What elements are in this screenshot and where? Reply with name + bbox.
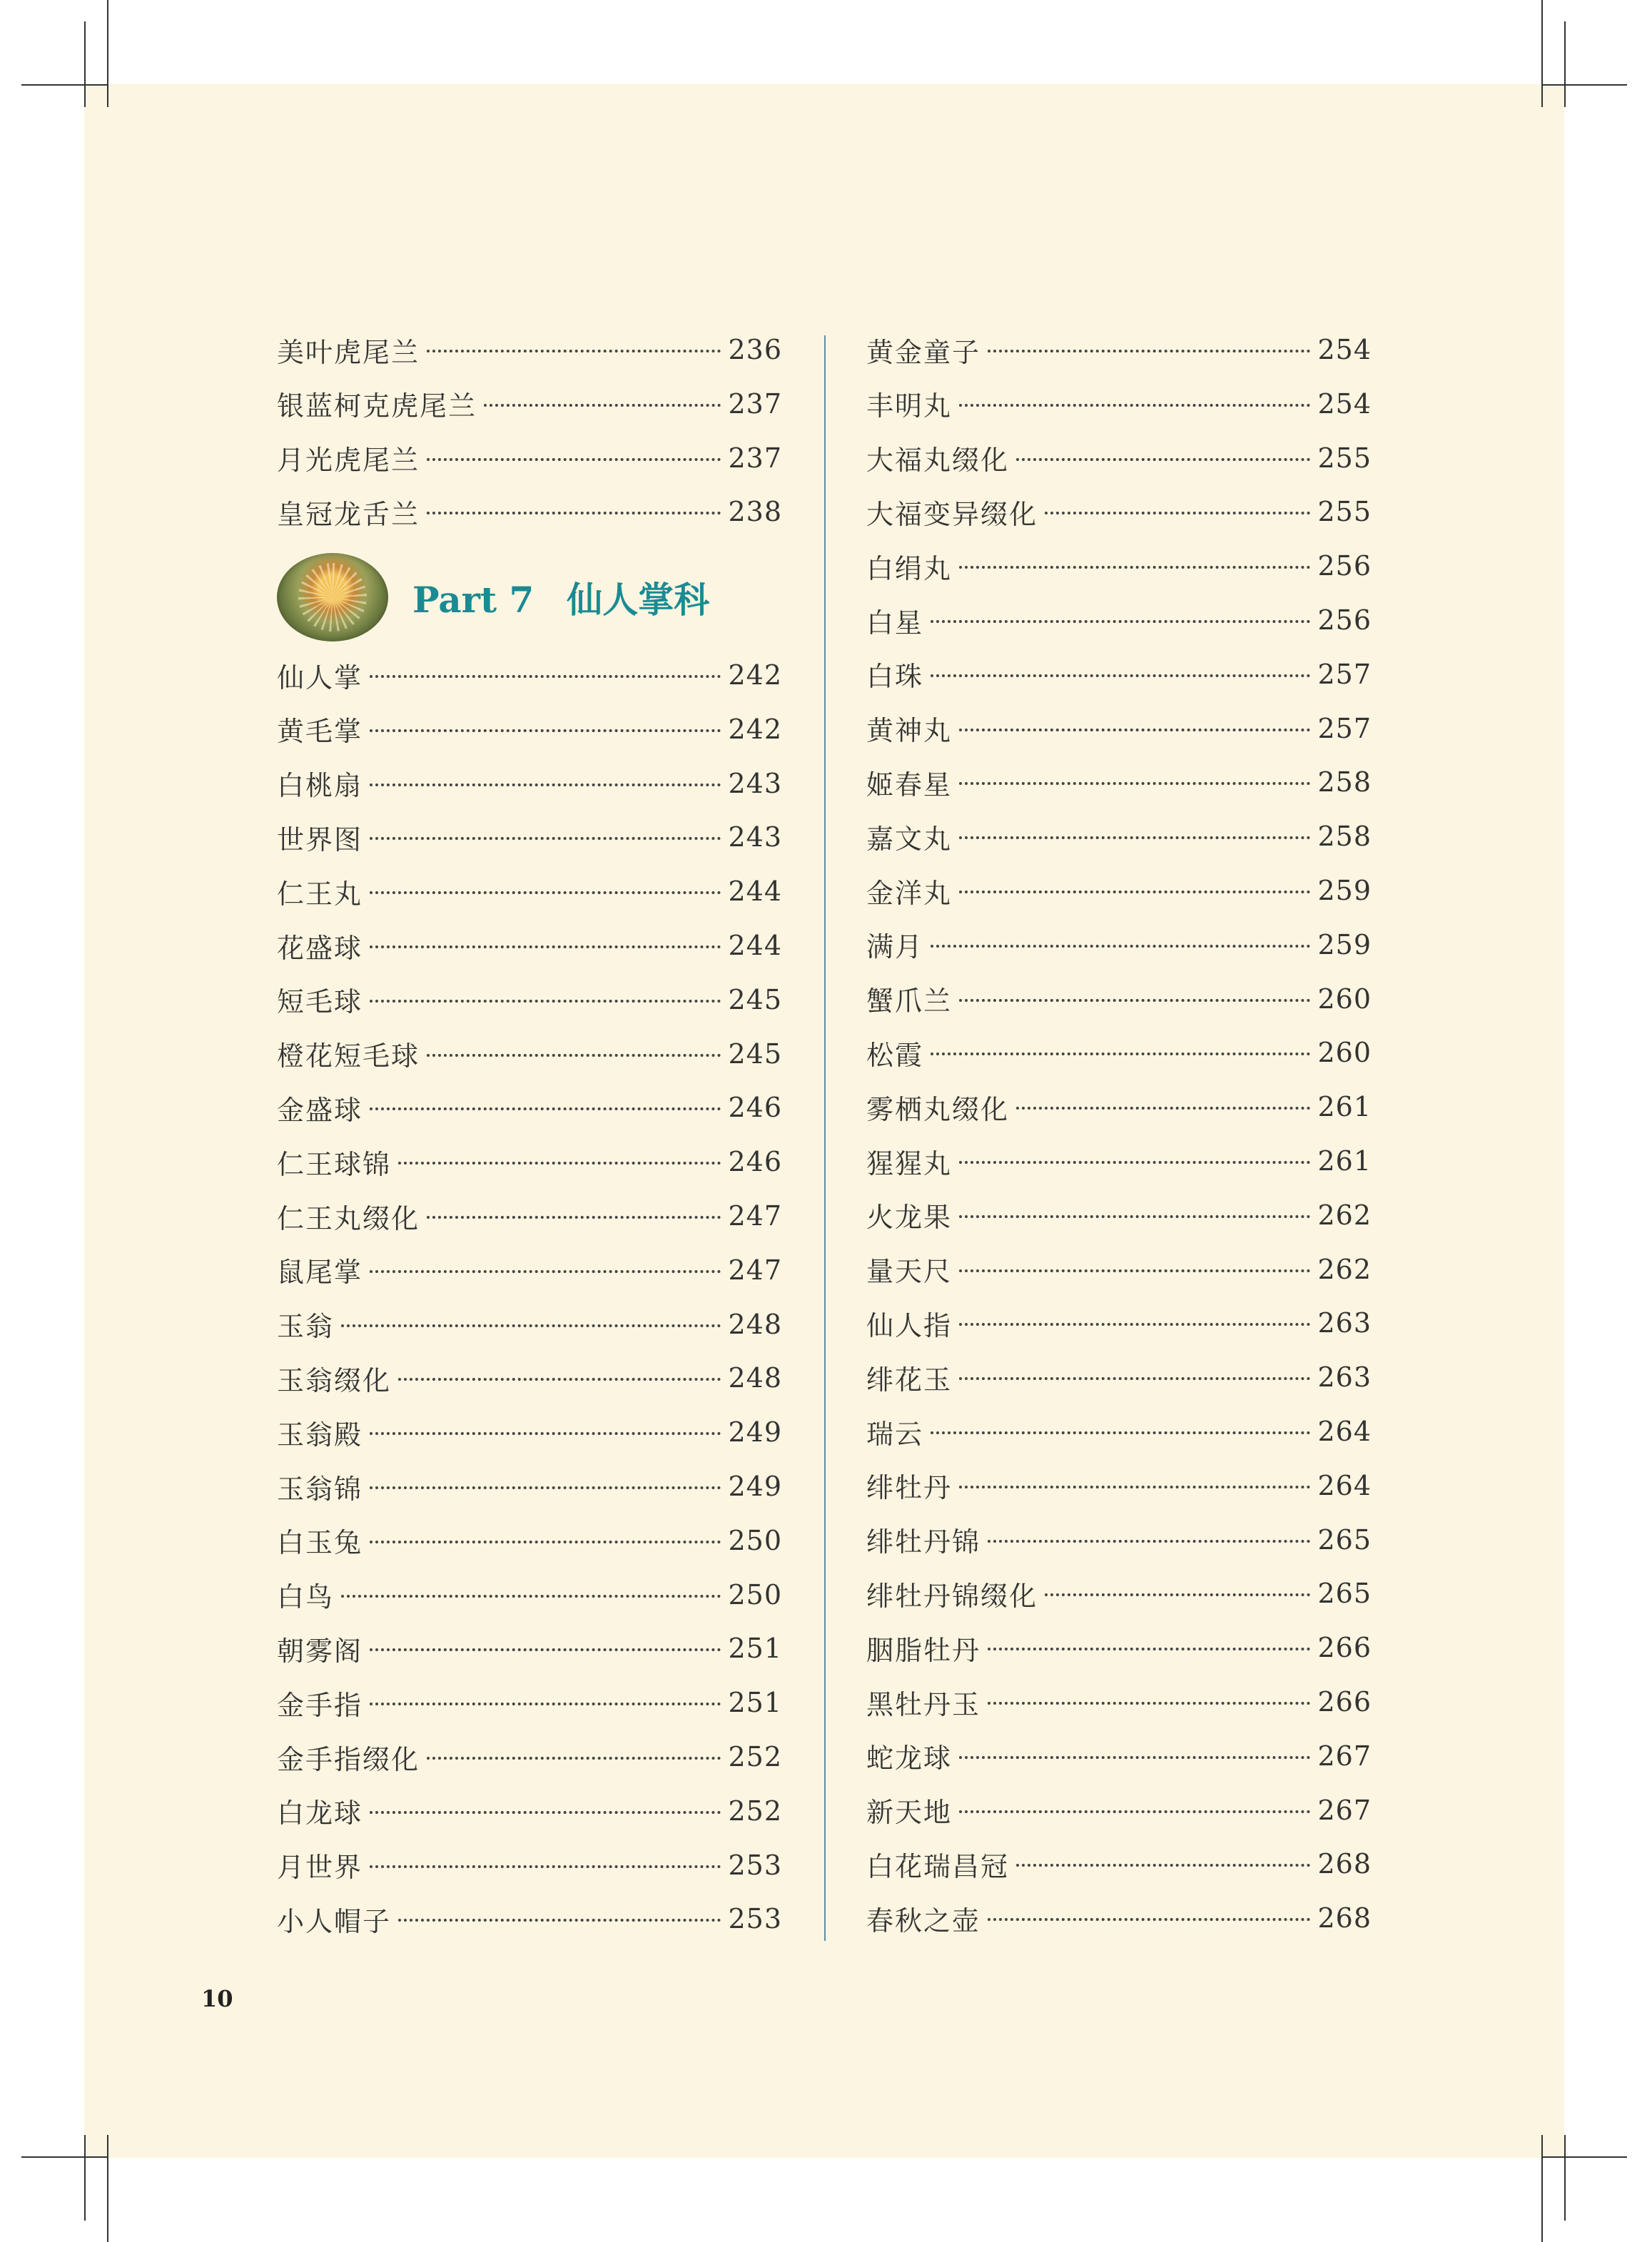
toc-entry-name: 白星 (866, 607, 924, 639)
dot-leader (370, 1811, 721, 1814)
dot-leader (931, 674, 1310, 677)
toc-entry-page: 237 (728, 442, 782, 474)
toc-entry (866, 923, 1372, 966)
toc-entry-name: 白玉兔 (277, 1527, 363, 1559)
toc-entry (277, 708, 782, 751)
toc-entry (866, 707, 1372, 750)
toc-entry-page: 255 (1317, 442, 1372, 474)
toc-entry-name: 金盛球 (277, 1094, 363, 1126)
toc-entry-page: 261 (1317, 1145, 1372, 1177)
toc-entry (277, 1735, 782, 1778)
dot-leader (988, 1648, 1310, 1650)
toc-entry-name: 蛇龙球 (866, 1743, 953, 1775)
dot-leader (959, 1810, 1310, 1813)
crop-mark (21, 2156, 107, 2158)
toc-entry (277, 1140, 782, 1183)
toc-entry-page: 245 (728, 1038, 782, 1070)
toc-entry-page: 243 (728, 767, 782, 799)
toc-entry (866, 815, 1372, 858)
toc-entry-page: 253 (728, 1903, 782, 1935)
dot-leader (341, 1595, 721, 1598)
toc-entry-page: 263 (1317, 1307, 1372, 1339)
toc-entry-name: 黑牡丹玉 (866, 1688, 981, 1720)
toc-entry-page: 237 (728, 387, 782, 420)
toc-entry (866, 544, 1372, 587)
dot-leader (370, 891, 721, 894)
toc-entry (866, 1518, 1372, 1561)
toc-entry-name: 嘉文丸 (866, 823, 953, 855)
toc-entry-page: 258 (1317, 766, 1372, 798)
dot-leader (427, 350, 721, 352)
page-number: 10 (201, 1985, 233, 2012)
toc-entry (866, 1572, 1372, 1615)
toc-entry-name: 白珠 (866, 661, 924, 693)
toc-entry-name: 皇冠龙舌兰 (277, 498, 420, 530)
toc-entry-name: 黄金童子 (866, 336, 981, 368)
toc-entry-name: 春秋之壶 (866, 1904, 981, 1937)
toc-entry (277, 1249, 782, 1292)
toc-entry (866, 1356, 1372, 1399)
toc-entry (866, 437, 1372, 480)
toc-entry (866, 869, 1372, 912)
toc-entry-name: 猩猩丸 (866, 1147, 953, 1180)
toc-entry (866, 1194, 1372, 1237)
toc-entry (277, 978, 782, 1021)
toc-entry (277, 816, 782, 858)
dot-leader (427, 512, 721, 514)
cactus-photo-icon (277, 553, 388, 641)
toc-entry-name: 橙花短毛球 (277, 1040, 420, 1072)
crop-mark (1541, 2156, 1627, 2158)
toc-entry-name: 白花瑞昌冠 (866, 1850, 1010, 1882)
toc-entry-page: 259 (1317, 875, 1372, 906)
dot-leader (398, 1919, 721, 1922)
toc-entry-page: 245 (728, 983, 782, 1015)
toc-entry-page: 246 (728, 1092, 782, 1124)
dot-leader (370, 1703, 721, 1705)
toc-entry (277, 1573, 782, 1616)
toc-entry-page: 246 (728, 1146, 782, 1178)
dot-leader (931, 1431, 1310, 1434)
dot-leader (1016, 1107, 1310, 1110)
toc-entry-page: 249 (728, 1471, 782, 1502)
toc-entry-name: 月世界 (277, 1852, 363, 1884)
toc-entry (277, 1411, 782, 1454)
toc-entry-name: 金洋丸 (866, 877, 953, 909)
toc-entry-page: 248 (728, 1362, 782, 1394)
toc-entry-name: 仁王丸缀化 (277, 1202, 420, 1234)
toc-entry (277, 1681, 782, 1724)
crop-mark (1564, 2135, 1566, 2221)
crop-mark (84, 2135, 86, 2221)
toc-entry-name: 姬春星 (866, 769, 953, 801)
toc-entry (866, 328, 1372, 371)
section-title (412, 572, 709, 623)
toc-entry-name: 新天地 (866, 1797, 953, 1829)
toc-entry-page: 264 (1317, 1469, 1372, 1501)
toc-entry (866, 1789, 1372, 1832)
toc-entry-name: 仁王丸 (277, 878, 363, 910)
toc-entry-page: 243 (728, 821, 782, 853)
toc-entry (866, 1464, 1372, 1507)
toc-entry (866, 1626, 1372, 1669)
toc-entry-page: 266 (1317, 1632, 1372, 1664)
toc-entry (277, 1303, 782, 1346)
toc-entry (277, 1844, 782, 1887)
dot-leader (370, 783, 721, 786)
toc-entry (277, 1086, 782, 1129)
toc-entry-page: 265 (1317, 1578, 1372, 1610)
toc-entry (866, 1897, 1372, 1939)
toc-entry-name: 仁王球锦 (277, 1148, 392, 1180)
toc-entry (866, 599, 1372, 641)
dot-leader (959, 836, 1310, 839)
toc-entry-name: 美叶虎尾兰 (277, 336, 420, 368)
dot-leader (959, 891, 1310, 893)
toc-entry-name: 黄神丸 (866, 715, 953, 747)
toc-entry (277, 1627, 782, 1670)
toc-entry-page: 256 (1317, 550, 1372, 582)
toc-entry-name: 大福变异缀化 (866, 498, 1038, 530)
toc-entry-page: 251 (728, 1633, 782, 1665)
dot-leader (370, 1541, 721, 1543)
toc-entry-name: 月光虎尾兰 (277, 445, 420, 477)
section-heading (277, 548, 709, 646)
toc-entry-name: 小人帽子 (277, 1905, 392, 1937)
toc-entry-page: 262 (1317, 1199, 1372, 1231)
dot-leader (398, 1162, 721, 1165)
toc-entry (866, 382, 1372, 425)
toc-entry (866, 1140, 1372, 1182)
toc-entry-page: 257 (1317, 712, 1372, 744)
dot-leader (370, 1432, 721, 1435)
toc-entry (277, 1465, 782, 1508)
toc-entry (866, 1085, 1372, 1128)
dot-leader (959, 1486, 1310, 1488)
dot-leader (931, 1052, 1310, 1055)
toc-entry-page: 260 (1317, 983, 1372, 1015)
toc-entry-page: 263 (1317, 1361, 1372, 1394)
toc-entry-page: 242 (728, 713, 782, 745)
toc-entry (277, 437, 782, 480)
toc-entry-page: 267 (1317, 1794, 1372, 1826)
toc-entry (277, 328, 782, 371)
dot-leader (1045, 1593, 1310, 1596)
toc-entry-page: 262 (1317, 1253, 1372, 1285)
column-divider (824, 335, 826, 1941)
toc-entry-name: 金手指 (277, 1689, 363, 1721)
toc-entry-page: 268 (1317, 1902, 1372, 1934)
toc-entry (866, 1680, 1372, 1723)
dot-leader (959, 782, 1310, 785)
toc-entry (866, 1410, 1372, 1453)
dot-leader (988, 1918, 1310, 1921)
toc-entry-name: 玉翁殿 (277, 1419, 363, 1451)
toc-entry (277, 870, 782, 913)
toc-entry-page: 249 (728, 1416, 782, 1449)
toc-entry (277, 762, 782, 805)
crop-mark (1541, 2135, 1543, 2242)
toc-entry (277, 382, 782, 425)
dot-leader (370, 1648, 721, 1651)
dot-leader (959, 1377, 1310, 1380)
toc-entry (277, 1519, 782, 1562)
toc-entry-page: 250 (728, 1524, 782, 1556)
dot-leader (988, 350, 1310, 352)
toc-entry-page: 260 (1317, 1037, 1372, 1069)
dot-leader (341, 1324, 721, 1327)
toc-entry-page: 252 (728, 1795, 782, 1827)
dot-leader (370, 1486, 721, 1489)
dot-leader (370, 1000, 721, 1003)
toc-entry-name: 大福丸缀化 (866, 445, 1010, 477)
dot-leader (988, 1702, 1310, 1705)
toc-entry-page: 252 (728, 1741, 782, 1772)
toc-entry-page: 256 (1317, 604, 1372, 636)
dot-leader (398, 1378, 721, 1381)
toc-entry-name: 绯牡丹锦缀化 (866, 1580, 1038, 1612)
toc-entry-name: 朝雾阁 (277, 1635, 363, 1667)
dot-leader (370, 945, 721, 948)
dot-leader (484, 404, 721, 407)
toc-entry-name: 绯牡丹 (866, 1472, 953, 1504)
toc-entry (866, 1842, 1372, 1885)
toc-entry-name: 胭脂牡丹 (866, 1634, 981, 1666)
toc-entry (866, 1302, 1372, 1344)
dot-leader (427, 1054, 721, 1057)
toc-entry-name: 满月 (866, 931, 924, 963)
toc-entry-name: 绯牡丹锦 (866, 1526, 981, 1558)
toc-entry (866, 1031, 1372, 1074)
toc-entry-page: 254 (1317, 387, 1372, 420)
toc-entry-name: 金手指缀化 (277, 1743, 420, 1775)
dot-leader (370, 729, 721, 732)
toc-entry-page: 258 (1317, 821, 1372, 853)
toc-entry-name: 世界图 (277, 823, 363, 856)
toc-entry (866, 1735, 1372, 1777)
dot-leader (931, 620, 1310, 623)
dot-leader (988, 1540, 1310, 1543)
dot-leader (931, 945, 1310, 948)
crop-mark (84, 21, 86, 107)
toc-entry-page: 254 (1317, 334, 1372, 365)
toc-entry-name: 蟹爪兰 (866, 985, 953, 1018)
toc-entry-page: 267 (1317, 1740, 1372, 1772)
dot-leader (427, 458, 721, 461)
dot-leader (959, 566, 1310, 569)
toc-entry-page: 255 (1317, 496, 1372, 528)
toc-entry (866, 490, 1372, 533)
section-title-text: 仙人掌科 (567, 579, 710, 621)
dot-leader (959, 1323, 1310, 1326)
toc-entry-name: 玉翁缀化 (277, 1364, 392, 1396)
toc-entry (277, 1356, 782, 1399)
dot-leader (959, 1215, 1310, 1218)
toc-entry-name: 白龙球 (277, 1797, 363, 1830)
crop-mark (1564, 21, 1566, 107)
toc-entry-page: 265 (1317, 1523, 1372, 1556)
toc-entry-name: 丰明丸 (866, 390, 953, 422)
toc-entry (866, 761, 1372, 803)
toc-entry-name: 花盛球 (277, 932, 363, 964)
dot-leader (959, 1756, 1310, 1759)
dot-leader (427, 1757, 721, 1760)
toc-entry-name: 黄毛掌 (277, 716, 363, 748)
dot-leader (370, 1270, 721, 1273)
dot-leader (427, 1216, 721, 1219)
toc-entry (866, 1248, 1372, 1291)
dot-leader (370, 837, 721, 840)
dot-leader (370, 675, 721, 678)
toc-entry-name: 白绢丸 (866, 552, 953, 584)
toc-entry-name: 雾栖丸缀化 (866, 1093, 1010, 1125)
toc-entry-page: 257 (1317, 658, 1372, 690)
toc-entry-page: 251 (728, 1687, 782, 1719)
dot-leader (959, 999, 1310, 1002)
toc-entry-name: 仙人指 (866, 1309, 953, 1341)
toc-entry-name: 火龙果 (866, 1202, 953, 1234)
dot-leader (959, 404, 1310, 407)
toc-entry-page: 250 (728, 1578, 782, 1611)
toc-entry-page: 247 (728, 1200, 782, 1232)
toc-entry (866, 653, 1372, 696)
toc-entry-name: 瑞云 (866, 1418, 924, 1450)
toc-entry-name: 白鸟 (277, 1581, 335, 1613)
toc-entry-page: 266 (1317, 1686, 1372, 1718)
toc-entry-name: 白桃扇 (277, 770, 363, 802)
toc-entry (277, 1194, 782, 1237)
crop-mark (1541, 0, 1543, 107)
toc-entry-page: 238 (728, 496, 782, 528)
toc-entry (277, 654, 782, 696)
toc-entry-name: 鼠尾掌 (277, 1257, 363, 1289)
toc-entry (277, 1897, 782, 1940)
toc-entry (277, 1790, 782, 1832)
dot-leader (370, 1107, 721, 1110)
dot-leader (959, 1161, 1310, 1164)
dot-leader (1045, 512, 1310, 514)
toc-entry (277, 924, 782, 967)
dot-leader (959, 729, 1310, 731)
section-part-label: Part 7 (412, 579, 534, 621)
crop-mark (1541, 84, 1627, 86)
toc-entry-page: 242 (728, 659, 782, 691)
toc-entry-page: 261 (1317, 1091, 1372, 1123)
toc-entry-name: 银蓝柯克虎尾兰 (277, 390, 477, 422)
toc-entry-page: 244 (728, 930, 782, 961)
toc-entry-page: 268 (1317, 1848, 1372, 1880)
toc-entry-name: 绯花玉 (866, 1364, 953, 1396)
toc-entry-name: 松霞 (866, 1039, 924, 1071)
toc-entry-page: 244 (728, 876, 782, 908)
toc-entry-name: 量天尺 (866, 1256, 953, 1288)
toc-entry-name: 短毛球 (277, 986, 363, 1018)
dot-leader (370, 1865, 721, 1868)
toc-entry-name: 玉翁锦 (277, 1473, 363, 1505)
toc-entry-page: 253 (728, 1849, 782, 1881)
crop-mark (107, 0, 108, 107)
toc-entry-page: 259 (1317, 928, 1372, 960)
toc-entry-page: 247 (728, 1254, 782, 1286)
crop-mark (107, 2135, 108, 2242)
toc-entry-name: 仙人掌 (277, 661, 363, 694)
toc-entry (277, 1033, 782, 1075)
dot-leader (1016, 458, 1310, 461)
toc-entry-page: 264 (1317, 1416, 1372, 1447)
dot-leader (1016, 1864, 1310, 1867)
toc-entry-name: 玉翁 (277, 1311, 335, 1343)
toc-entry (866, 978, 1372, 1020)
crop-mark (21, 84, 107, 86)
toc-entry-page: 248 (728, 1308, 782, 1340)
toc-entry-page: 236 (728, 334, 782, 365)
dot-leader (959, 1269, 1310, 1272)
toc-entry (277, 490, 782, 533)
